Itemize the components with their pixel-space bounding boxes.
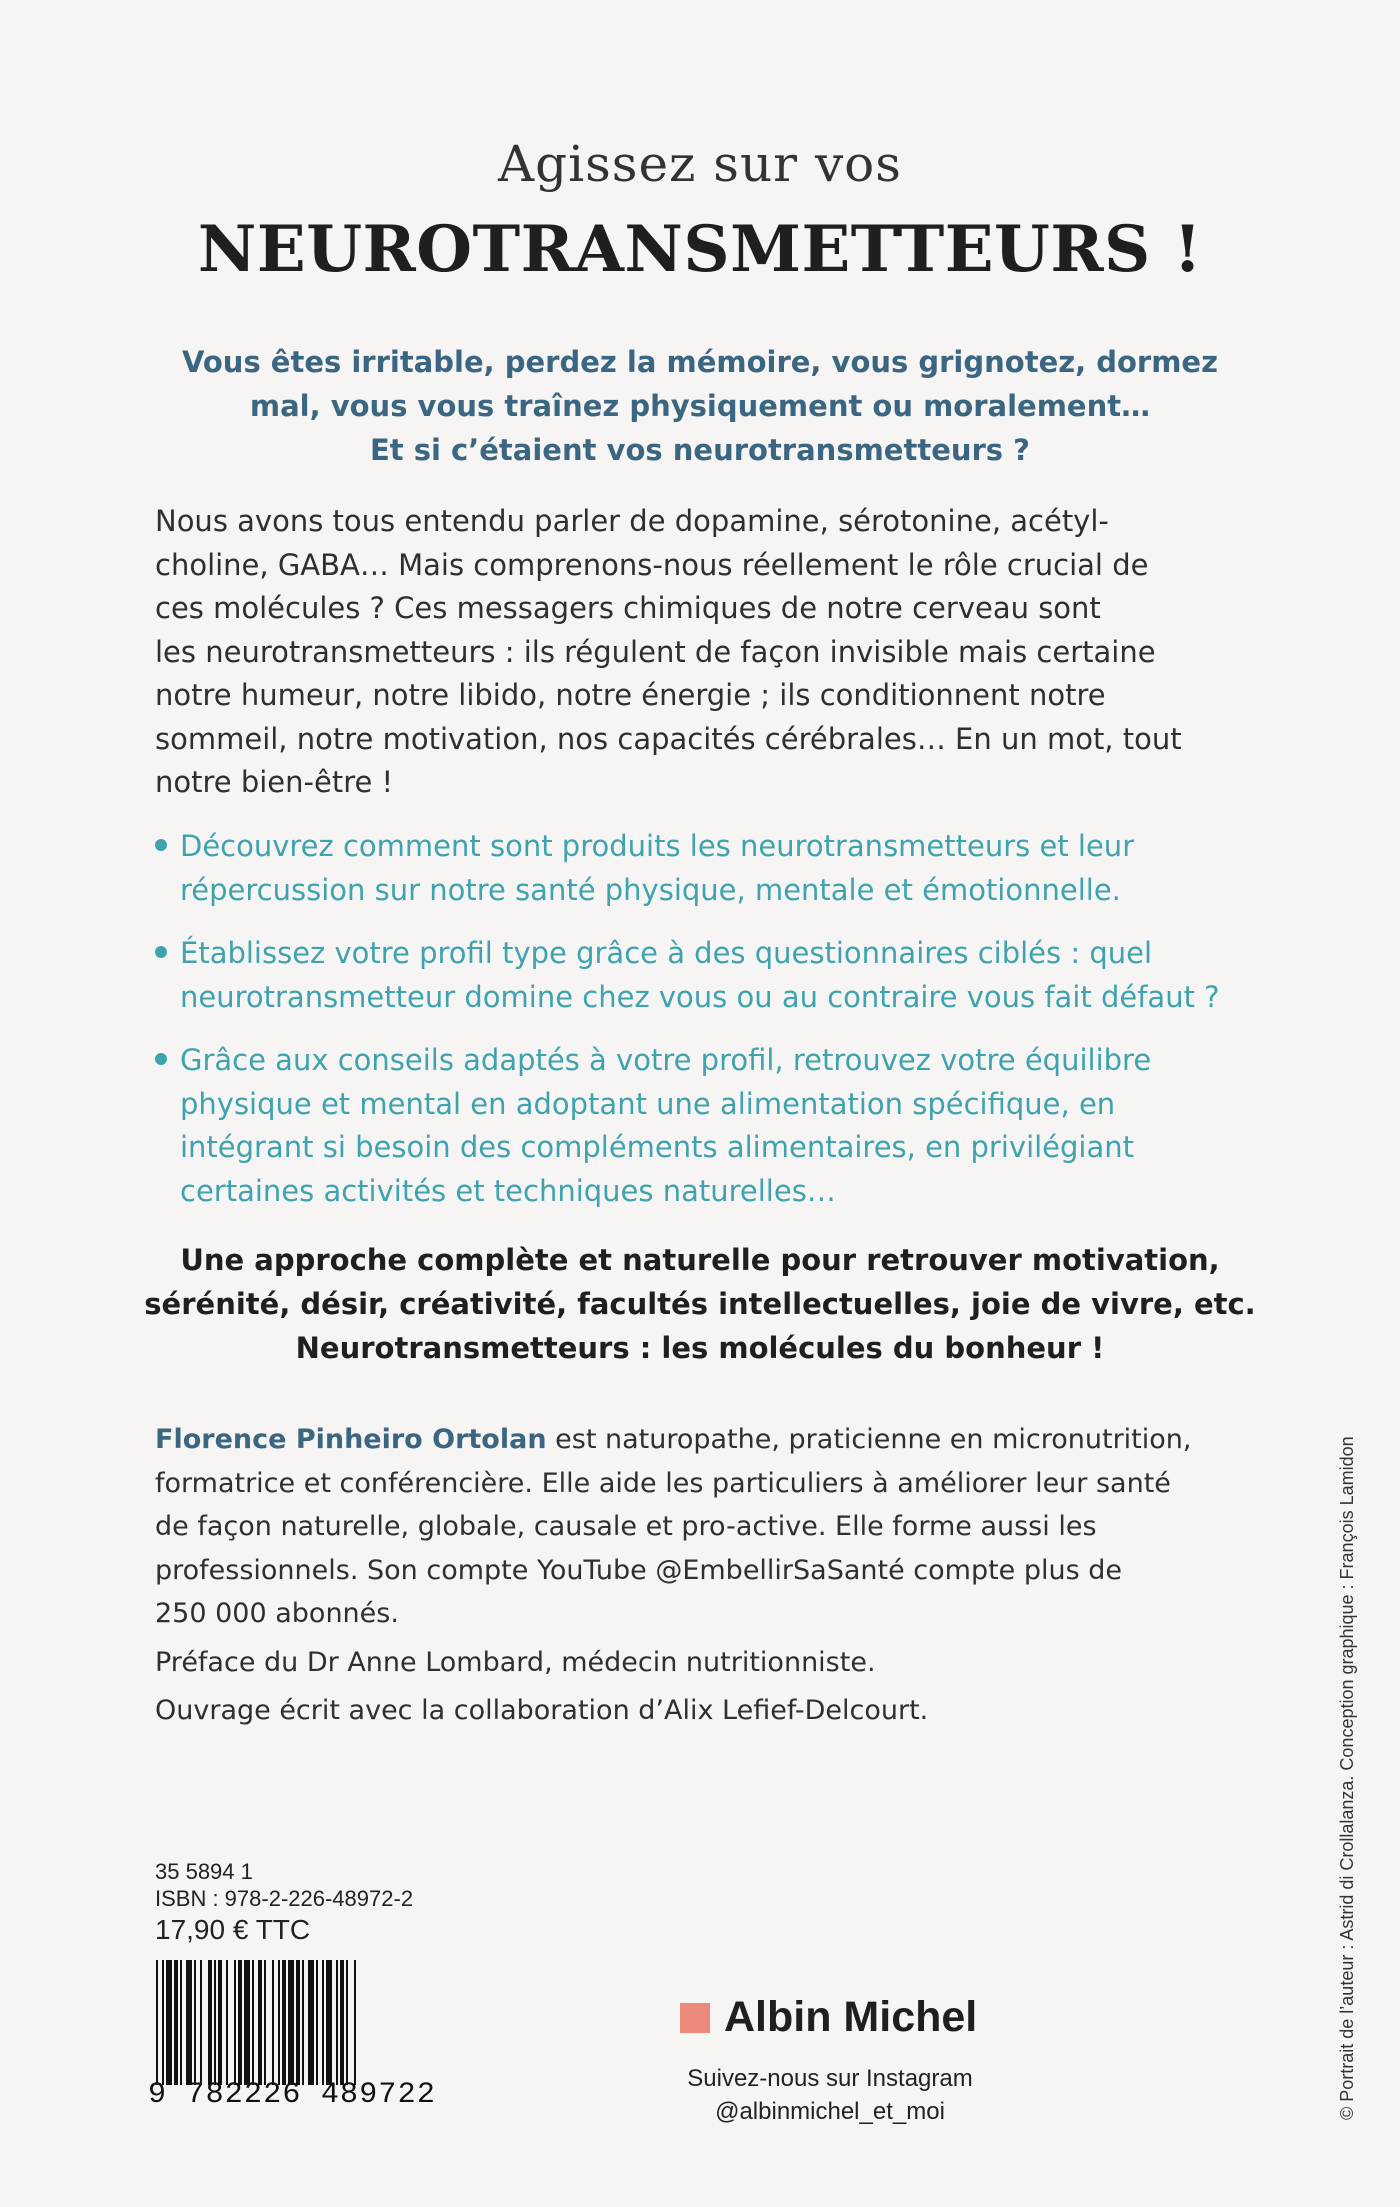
barcode-bar (226, 1960, 228, 2085)
publisher-block (680, 1993, 1010, 2128)
barcode-bar (272, 1960, 274, 2085)
barcode-bar (316, 1960, 318, 2085)
bullet-line: Établissez votre profil type grâce à des questionnaires ciblés : quel (180, 936, 1153, 970)
bullet-list (155, 825, 1245, 1233)
barcode-bar (180, 1960, 182, 2085)
barcode-bar (308, 1960, 314, 2085)
barcode-bar (346, 1960, 348, 2085)
barcode-number: 9 782226 489722 (148, 2078, 437, 2112)
bio-line (155, 1418, 1235, 1462)
bullet-dot-icon (155, 946, 167, 958)
bullet-item (155, 1039, 1245, 1213)
barcode-bar (302, 1960, 304, 2085)
preface-name: Dr Anne Lombard (306, 1646, 545, 1678)
barcode-bar (238, 1960, 242, 2085)
barcode-bar (194, 1960, 196, 2085)
collab-suffix: . (919, 1695, 929, 1726)
barcode-bar (340, 1960, 344, 2085)
body-line: Nous avons tous entendu parler de dopamine, sérotonine, acétyl- (155, 504, 1109, 538)
barcode-bar (156, 1960, 158, 2085)
cover-subtitle: Agissez sur vos (498, 135, 902, 193)
closing-line: Neurotransmetteurs : les molécules du bonheur ! (295, 1331, 1105, 1365)
bullet-line: physique et mental en adoptant une alimentation spécifique, en (180, 1086, 1116, 1121)
barcode-bar (166, 1960, 172, 2085)
bullet-line: Grâce aux conseils adaptés à votre profil, retrouvez votre équilibre (180, 1043, 1152, 1077)
barcode-bar (162, 1960, 164, 2085)
barcode-bar (354, 1960, 356, 2085)
isbn: ISBN : 978-2-226-48972-2 (155, 1886, 414, 1911)
bullet-line: certaines activités et techniques naturelles… (180, 1173, 836, 1208)
barcode-bar (258, 1960, 262, 2085)
barcode-bars (148, 1960, 433, 2085)
barcode-bar (264, 1960, 266, 2085)
barcode-bar (174, 1960, 178, 2085)
body-line: notre humeur, notre libido, notre énergie ; ils conditionnent notre (155, 678, 1106, 712)
bio-line: formatrice et conférencière. Elle aide les particuliers à améliorer leur santé (155, 1467, 1171, 1499)
closing-line: Une approche complète et naturelle pour retrouver motivation, (180, 1243, 1220, 1277)
closing-line: sérénité, désir, créativité, facultés intellectuelles, joie de vivre, etc. (144, 1287, 1256, 1321)
barcode-bar (252, 1960, 254, 2085)
bullet-line: intégrant si besoin des compléments alimentaires, en privilégiant (180, 1130, 1135, 1164)
lede-line: Vous êtes irritable, perdez la mémoire, vous grignotez, dormez (182, 345, 1218, 379)
barcode-bar (244, 1960, 250, 2085)
body-paragraph (155, 500, 1235, 805)
bio-line: 250 000 abonnés. (155, 1598, 399, 1629)
instagram-follow (680, 2062, 980, 2128)
price: 17,90 € TTC (155, 1914, 311, 1945)
author-name: Florence Pinheiro Ortolan (155, 1424, 547, 1455)
barcode-bar (214, 1960, 216, 2085)
lede-paragraph (120, 340, 1280, 472)
preface-prefix: Préface du (155, 1646, 307, 1678)
lede-line: Et si c’étaient vos neurotransmetteurs ? (369, 433, 1030, 467)
barcode-bar (288, 1960, 294, 2085)
barcode-bar (200, 1960, 202, 2085)
barcode-bar (234, 1960, 236, 2085)
bio-text: est naturopathe, praticienne en micronutrition, (546, 1424, 1192, 1455)
barcode-bar (186, 1960, 192, 2085)
barcode-bar (282, 1960, 286, 2085)
barcode-bar (278, 1960, 280, 2085)
follow-text: Suivez-nous sur Instagram (687, 2065, 973, 2092)
collab-name: Alix Lefief-Delcourt (663, 1695, 920, 1726)
closing-statement (100, 1238, 1300, 1370)
photo-design-credit: © Portrait de l’auteur : Astrid di Crollalanza. Conception graphique : François Lamidon (1337, 1436, 1357, 2120)
book-meta (155, 1858, 413, 1948)
preface-suffix: , médecin nutritionniste. (544, 1646, 876, 1678)
author-bio (155, 1418, 1235, 1733)
body-line: sommeil, notre motivation, nos capacités cérébrales… En un mot, tout (155, 721, 1182, 756)
cover-title: NEUROTRANSMETTEURS ! (197, 212, 1203, 287)
bio-line: professionnels. Son compte YouTube @EmbellirSaSanté compte plus de (155, 1554, 1123, 1586)
lede-line: mal, vous vous traînez physiquement ou moralement… (249, 389, 1151, 423)
publisher-name: Albin Michel (724, 1993, 978, 2041)
barcode-bar (218, 1960, 222, 2085)
preface-line (155, 1641, 1235, 1685)
body-line: les neurotransmetteurs : ils régulent de façon invisible mais certaine (155, 634, 1156, 669)
barcode-bar (326, 1960, 332, 2085)
bullet-item (155, 825, 1245, 912)
bullet-dot-icon (155, 839, 167, 851)
bio-line: de façon naturelle, globale, causale et pro-active. Elle forme aussi les (155, 1511, 1097, 1542)
barcode-bar (296, 1960, 300, 2085)
bullet-item (155, 932, 1245, 1019)
barcode-bar (208, 1960, 212, 2085)
bullet-line: neurotransmetteur domine chez vous ou au contraire vous fait défaut ? (180, 979, 1220, 1014)
barcode-bar (336, 1960, 338, 2085)
collab-line (155, 1689, 1235, 1733)
bullet-line: Découvrez comment sont produits les neurotransmetteurs et leur (180, 829, 1135, 863)
instagram-handle: @albinmichel_et_moi (715, 2098, 945, 2125)
bullet-line: répercussion sur notre santé physique, mentale et émotionnelle. (180, 872, 1121, 907)
body-line: ces molécules ? Ces messagers chimiques de notre cerveau sont (155, 591, 1101, 625)
bullet-dot-icon (155, 1053, 167, 1065)
publisher-logo (680, 1993, 1010, 2042)
body-line: notre bien-être ! (155, 765, 394, 799)
barcode-bar (322, 1960, 324, 2085)
product-code: 35 5894 1 (155, 1859, 253, 1884)
collab-prefix: Ouvrage écrit avec la collaboration d’ (155, 1695, 664, 1726)
publisher-logo-square-icon (680, 2003, 710, 2033)
body-line: choline, GABA… Mais comprenons-nous réellement le rôle crucial de (155, 547, 1149, 582)
